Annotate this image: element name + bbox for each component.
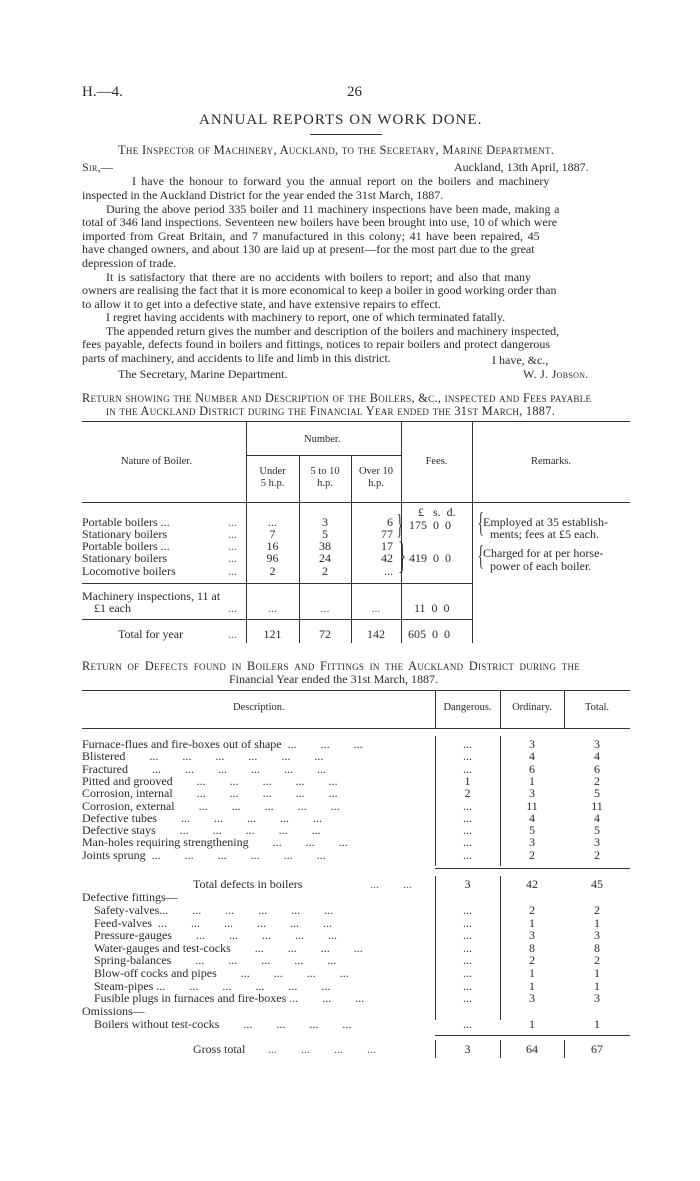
total-over10: 142 (367, 627, 385, 641)
defect-description: Blistered ... ... ... ... ... ... (82, 749, 324, 764)
cell-ordinary: 4 (529, 749, 535, 764)
return2-title: Financial Year ended the 31st March, 1887. (229, 672, 438, 686)
title-rule (310, 134, 382, 135)
cell-total: 5 (594, 786, 600, 801)
header-5to10: 5 to 10 (310, 466, 340, 477)
return1-title: in the Auckland District during the Financial Year ended the 31st March, 1887. (106, 404, 556, 418)
cell-ordinary: 64 (526, 1042, 538, 1056)
cell-total: 6 (594, 761, 600, 776)
boiler-type: Stationary boilers (82, 551, 167, 565)
cell-over10: 77 (381, 527, 393, 541)
row-dots: ... (228, 564, 237, 578)
defect-description: Corrosion, internal ... ... ... ... ... (82, 786, 338, 801)
remark-text: Employed at 35 establish- (483, 515, 608, 529)
letter-text: It is satisfactory that there are no accidents with boilers to report; and also that many (106, 270, 532, 284)
letter-text: to allow it to get into a defective state, and have extensive repairs to effect. (82, 297, 441, 311)
machinery-label: Machinery inspections, 11 at (82, 589, 221, 603)
letter-text: During the above period 335 boiler and 11 machinery inspections have been made, making a (106, 202, 560, 216)
cell-dangerous: 1 (464, 773, 471, 788)
cell-under5: ... (268, 515, 277, 529)
cell-dangerous: ... (463, 798, 472, 813)
header-dangerous: Dangerous. (443, 702, 492, 713)
cell-ordinary: 2 (529, 847, 535, 862)
cell-ordinary: 2 (529, 953, 535, 968)
header-total: Total. (584, 702, 610, 713)
cell-total: 1 (594, 1017, 600, 1031)
cell-dangerous: 3 (464, 877, 471, 891)
cell-over10: 42 (381, 551, 393, 565)
cell-ordinary: 1 (529, 915, 535, 930)
cell-ordinary: 3 (529, 737, 535, 751)
total-label: Total for year (118, 627, 184, 641)
cell-total: 2 (594, 773, 600, 788)
defect-description: Furnace-flues and fire-boxes out of shape ... ... ... (82, 737, 363, 751)
letter-heading: The Inspector of Machinery, Auckland, to the Secretary, Marine Department. (118, 143, 555, 157)
cell-ordinary: 6 (529, 761, 535, 776)
page-number: 26 (347, 84, 362, 100)
defect-description: Pressure-gauges ... ... ... ... ... (94, 928, 337, 943)
fittings-heading: Defective fittings— (82, 890, 178, 904)
header-over10: Over 10 (358, 466, 394, 477)
header-number: Number. (304, 434, 341, 445)
letter-text: have changed owners, and about 130 are laid up at present—for the most part due to the great (82, 242, 535, 256)
table-rule (435, 868, 630, 869)
fee-value: 11 0 0 (414, 601, 450, 615)
cell-under5: 2 (269, 564, 276, 578)
cell-dangerous: ... (463, 978, 472, 993)
header-5to10: h.p. (317, 478, 333, 489)
boilers-total-label: Total defects in boilers (193, 877, 303, 891)
cell-over10: 17 (381, 539, 393, 553)
header-under5: 5 h.p. (260, 478, 285, 489)
boiler-type: Portable boilers ... (82, 515, 170, 529)
letter-addressee: The Secretary, Marine Department. (118, 367, 288, 381)
cell-dangerous: ... (463, 953, 472, 968)
cell-dangerous: ... (463, 966, 472, 980)
row-dots: ... ... (370, 877, 412, 891)
cell-total: 5 (594, 823, 600, 838)
defect-description: Defective stays ... ... ... ... ... (82, 823, 321, 838)
cell-5to10: 3 (322, 515, 328, 529)
cell-ordinary: 3 (529, 991, 535, 1006)
table-rule (435, 1035, 630, 1036)
header-remarks: Remarks. (531, 456, 571, 467)
return1-title: Return showing the Number and Description of the Boilers, &c., inspected and Fees payable (82, 391, 592, 405)
letter-text: parts of machinery, and accidents to life and limb in this district. (82, 351, 391, 365)
cell-under5: 16 (266, 539, 279, 553)
letter-text: I regret having accidents with machinery to report, one of which terminated fatally. (106, 310, 506, 324)
omissions-heading: Omissions— (82, 1004, 145, 1018)
cell-dangerous: 3 (464, 1042, 471, 1056)
brace: } (398, 535, 407, 577)
defect-description: Defective tubes ... ... ... ... ... (82, 810, 322, 825)
brace: { (477, 541, 484, 572)
header-nature: Nature of Boiler. (121, 456, 192, 467)
cell-total: 3 (594, 928, 600, 943)
page-ref: H.—4. (82, 84, 123, 100)
row-dots: ... (228, 515, 237, 529)
total-fee: 605 0 0 (408, 627, 450, 641)
cell-dangerous: ... (463, 940, 472, 955)
page-title: ANNUAL REPORTS ON WORK DONE. (199, 112, 483, 128)
machinery-label: £1 each (94, 601, 131, 615)
cell-total: 8 (594, 940, 600, 955)
table-rule (82, 502, 630, 503)
cell-under5: ... (268, 601, 277, 615)
cell-total: 1 (594, 978, 600, 993)
defect-description: Pitted and grooved ... ... ... ... ... (82, 773, 338, 788)
remark-text: Charged for at per horse- (483, 546, 604, 560)
boiler-type: Stationary boilers (82, 527, 167, 541)
letter-text: I have the honour to forward you the annual report on the boilers and machinery (132, 174, 550, 188)
cell-dangerous: ... (463, 823, 472, 838)
cell-dangerous: ... (463, 928, 472, 943)
table-rule (82, 583, 472, 584)
cell-ordinary: 1 (529, 978, 535, 993)
cell-total: 3 (594, 835, 600, 850)
cell-dangerous: ... (463, 761, 472, 776)
defect-description: Corrosion, external ... ... ... ... ... (82, 798, 340, 813)
defect-description: Spring-balances ... ... ... ... ... (94, 953, 337, 968)
defect-description: Safety-valves... ... ... ... ... ... (94, 903, 334, 917)
cell-5to10: 24 (319, 551, 331, 565)
row-dots: ... (228, 527, 237, 541)
boiler-type: Portable boilers ... (82, 539, 170, 553)
cell-total: 2 (594, 953, 600, 968)
cell-total: 1 (594, 915, 600, 930)
fee-value: 175 0 0 (409, 518, 451, 532)
cell-ordinary: 1 (529, 773, 535, 788)
letter-date: Auckland, 13th April, 1887. (454, 160, 589, 174)
cell-under5: 7 (269, 527, 276, 541)
brace: { (477, 508, 484, 539)
letter-signature: W. J. Jobson. (523, 367, 589, 381)
cell-total: 1 (594, 966, 600, 980)
cell-dangerous: ... (463, 903, 472, 917)
cell-total: 11 (591, 798, 603, 813)
cell-ordinary: 3 (529, 835, 535, 850)
cell-total: 2 (594, 903, 600, 917)
cell-ordinary: 8 (529, 940, 535, 955)
table-rule (246, 455, 401, 456)
header-fees: Fees. (425, 456, 448, 467)
cell-total: 4 (594, 749, 600, 764)
letter-text: imported from Great Britain, and 7 manufactured in this colony; 41 have been repaired, 45 (82, 229, 540, 243)
cell-ordinary: 42 (526, 877, 538, 891)
table-rule (82, 728, 630, 729)
row-dots: ... ... ... ... (268, 1042, 376, 1056)
cell-5to10: 38 (319, 539, 331, 553)
currency-header: £ s. d. (418, 505, 456, 519)
defect-description: Joints sprung ... ... ... ... ... ... (82, 847, 326, 862)
total-under5: 121 (263, 627, 282, 641)
cell-dangerous: ... (463, 749, 472, 764)
letter-text: depression of trade. (82, 256, 177, 270)
cell-dangerous: ... (463, 737, 472, 751)
brace: } (396, 510, 403, 541)
cell-5to10: 2 (322, 564, 328, 578)
letter-text: fees payable, defects found in boilers and fittings, notices to repair boilers and protect dangerous (82, 337, 551, 351)
return2-title: Return of Defects found in Boilers and Fittings in the Auckland District during the (82, 659, 581, 673)
header-ordinary: Ordinary. (512, 702, 552, 713)
defect-description: Blow-off cocks and pipes ... ... ... ... (94, 966, 349, 980)
header-under5: Under (259, 466, 286, 477)
letter-text: owners are realising the fact that it is more economical to keep a boiler in good working order than (82, 283, 557, 297)
letter-text: inspected in the Auckland District for the year ended the 31st March, 1887. (82, 188, 444, 202)
cell-ordinary: 11 (526, 798, 538, 813)
row-dots: ... (228, 551, 237, 565)
defect-description: Fusible plugs in furnaces and fire-boxes ... ... ... (94, 991, 365, 1006)
cell-total: 4 (594, 810, 600, 825)
cell-ordinary: 1 (529, 1017, 535, 1031)
boiler-type: Locomotive boilers (82, 564, 176, 578)
cell-dangerous: ... (463, 810, 472, 825)
cell-dangerous: ... (463, 915, 472, 930)
cell-ordinary: 1 (529, 966, 535, 980)
letter-salutation: Sir,— (82, 160, 114, 174)
cell-ordinary: 3 (529, 786, 535, 801)
table-rule (82, 690, 630, 691)
cell-over10: 6 (387, 515, 393, 529)
row-dots: ... (228, 601, 237, 615)
cell-ordinary: 4 (529, 810, 535, 825)
row-dots: ... (228, 627, 237, 641)
cell-dangerous: ... (463, 991, 472, 1006)
cell-total: 67 (591, 1042, 603, 1056)
cell-ordinary: 2 (529, 903, 535, 917)
header-over10: h.p. (368, 478, 384, 489)
table-rule (472, 421, 473, 643)
cell-over10: ... (384, 564, 393, 578)
total-5to10: 72 (319, 627, 331, 641)
defect-description: Fractured ... ... ... ... ... ... (82, 761, 326, 776)
cell-5to10: 5 (322, 527, 328, 541)
cell-under5: 96 (266, 551, 279, 565)
header-description: Description. (233, 702, 285, 713)
cell-total: 3 (594, 737, 600, 751)
cell-over10: ... (371, 601, 381, 615)
letter-text: The appended return gives the number and description of the boilers and machinery inspected, (106, 324, 560, 338)
fee-value: 419 0 0 (409, 551, 451, 565)
defect-description: Feed-valves ... ... ... ... ... ... (94, 915, 332, 930)
cell-ordinary: 5 (529, 823, 535, 838)
gross-total-label: Gross total (193, 1042, 246, 1056)
cell-total: 2 (594, 847, 600, 862)
letter-text: total of 346 land inspections. Seventeen new boilers have been brought into use, 10 of which were (82, 215, 558, 229)
cell-dangerous: ... (463, 835, 472, 850)
cell-5to10: ... (320, 601, 330, 615)
letter-closing: I have, &c., (492, 353, 549, 367)
defect-description: Boilers without test-cocks ... ... ... ... (94, 1017, 352, 1031)
cell-total: 45 (591, 877, 603, 891)
defect-description: Man-holes requiring strengthening ... ... ... (82, 835, 348, 850)
defect-description: Water-gauges and test-cocks ... ... ... ... (94, 940, 363, 955)
remark-text: ments; fees at £5 each. (490, 527, 599, 541)
defect-description: Steam-pipes ... ... ... ... ... ... (94, 978, 331, 993)
row-dots: ... (228, 539, 237, 553)
cell-dangerous: ... (463, 847, 472, 862)
table-rule (82, 619, 472, 620)
remark-text: power of each boiler. (490, 559, 592, 573)
cell-dangerous: 2 (464, 786, 471, 801)
cell-ordinary: 3 (529, 928, 535, 943)
table-rule (82, 421, 630, 422)
cell-total: 3 (594, 991, 600, 1006)
cell-dangerous: ... (463, 1017, 472, 1031)
